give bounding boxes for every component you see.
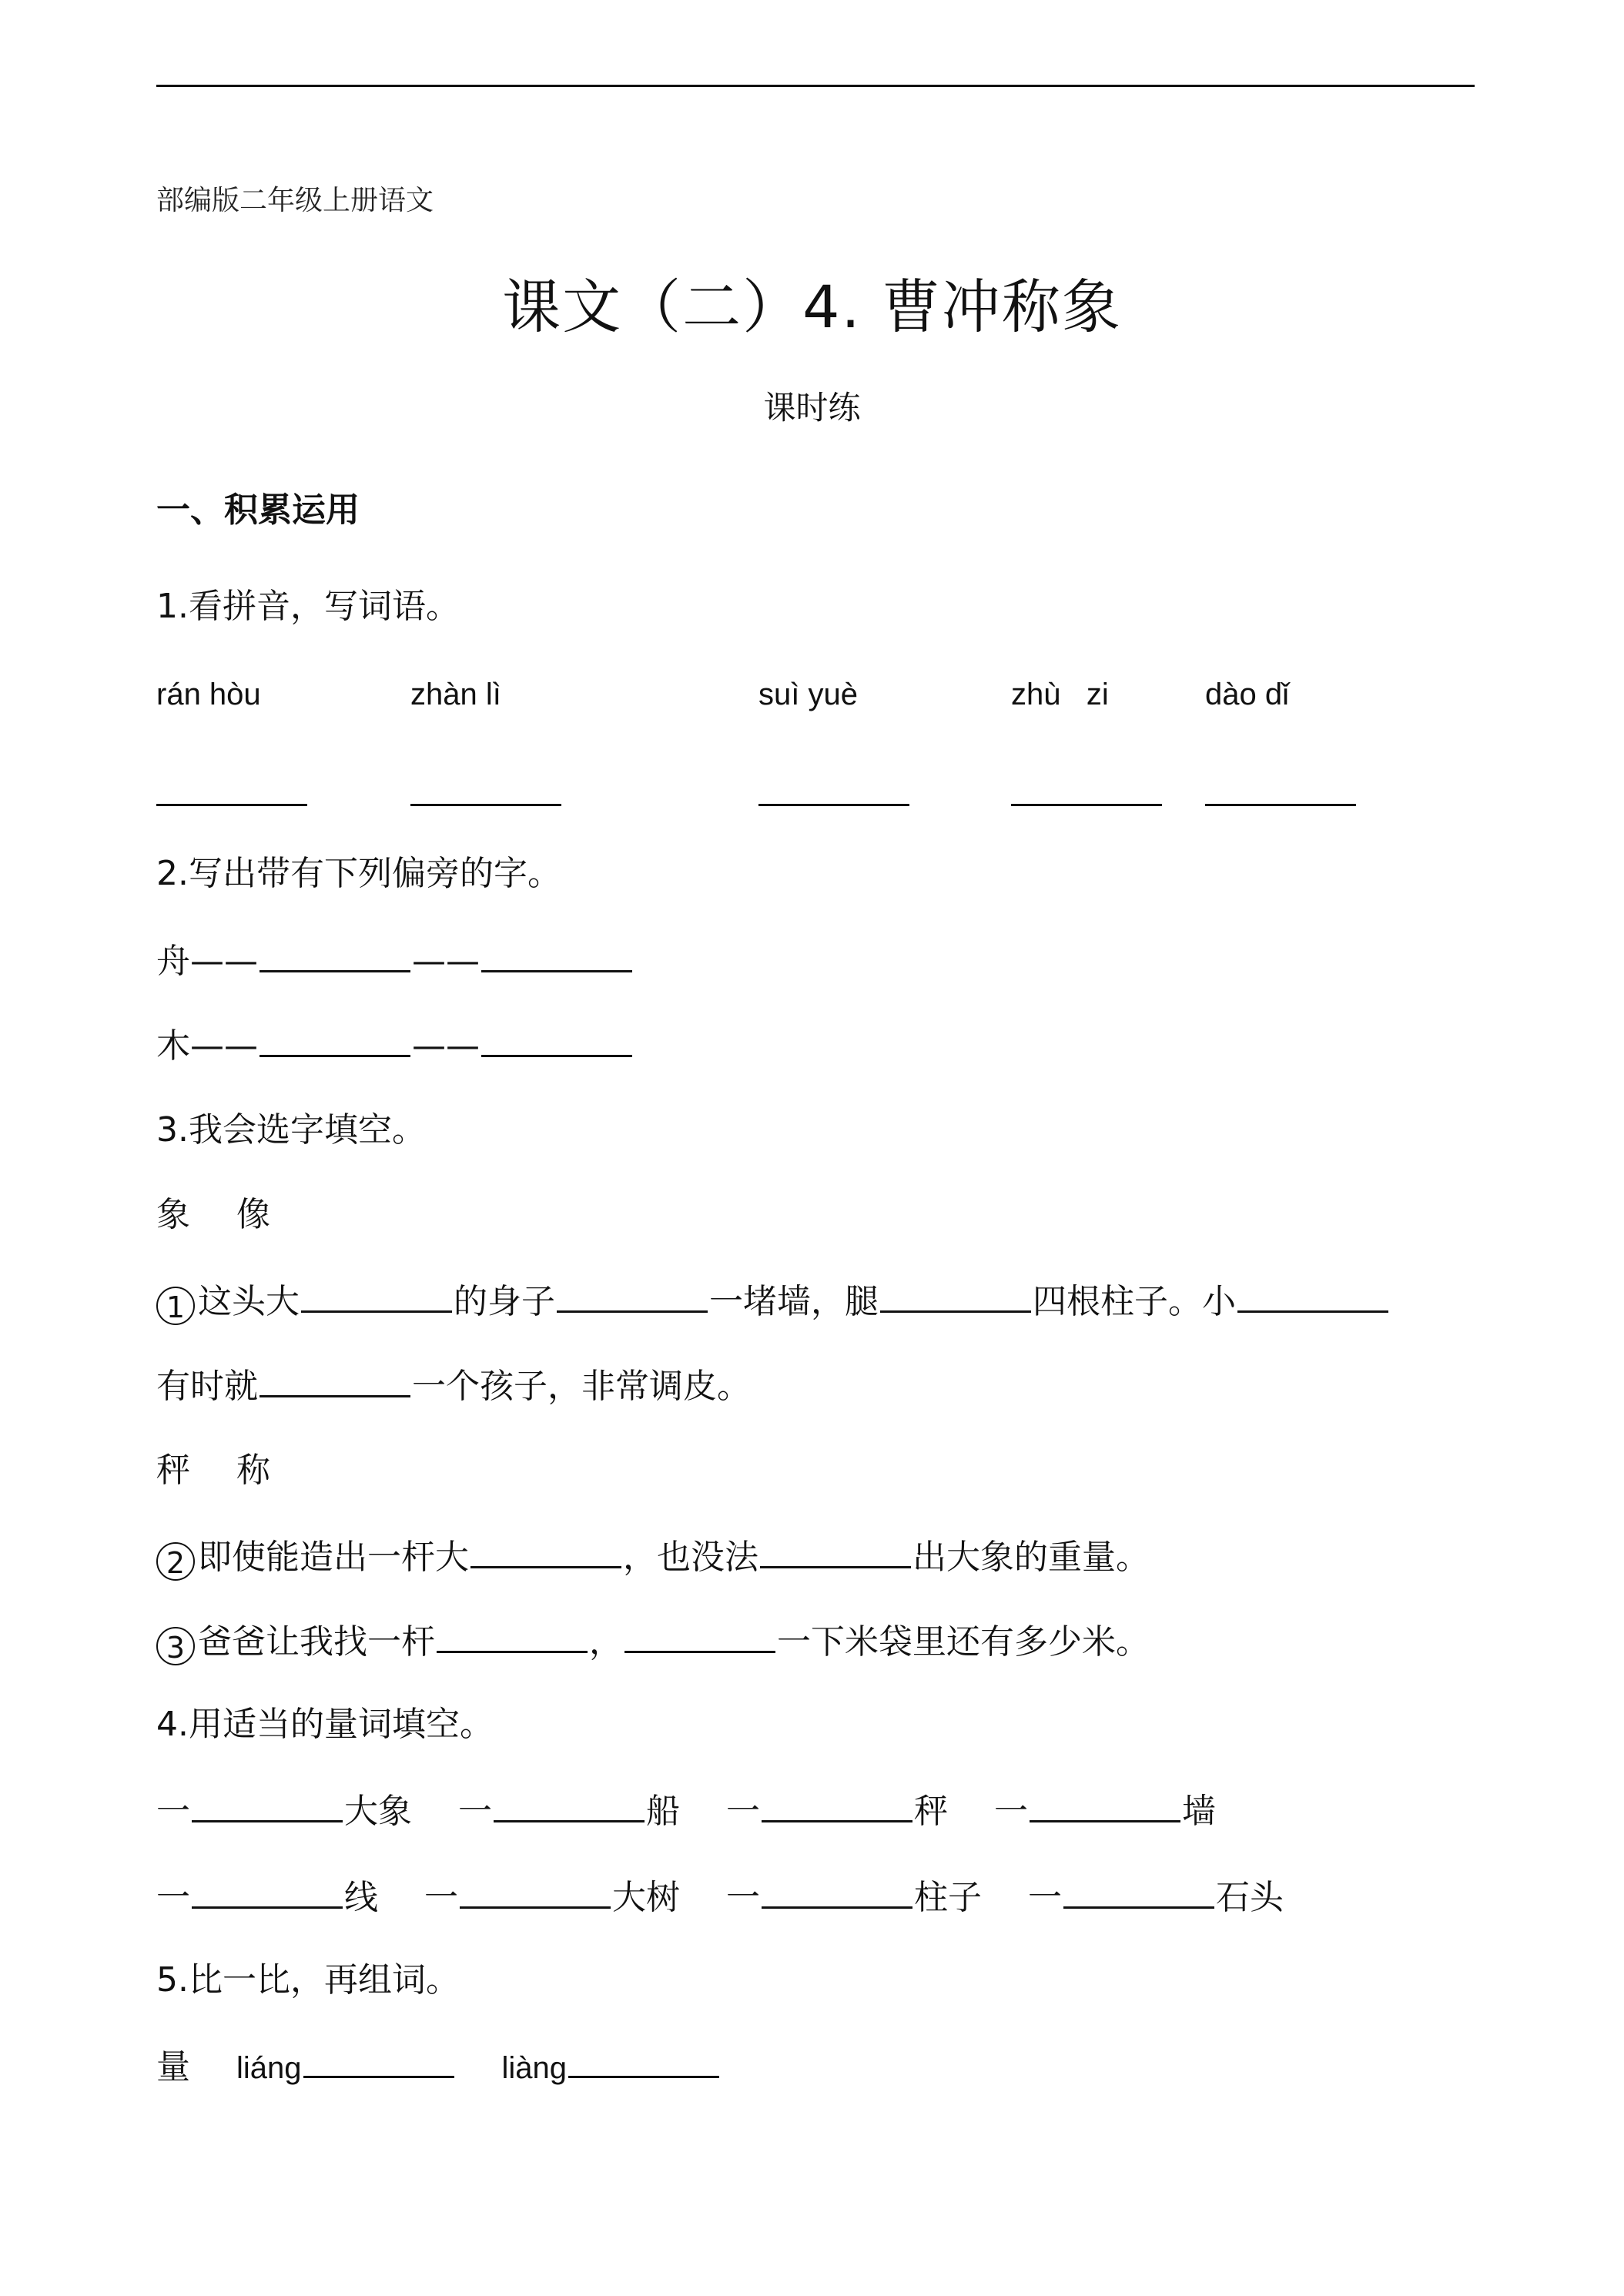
- dash: ——: [190, 942, 258, 981]
- noun-label: 秤: [914, 1792, 948, 1831]
- pinyin-1: rán hòu: [156, 678, 261, 711]
- compare-char: 量: [156, 2047, 190, 2087]
- page-subtitle: 课时练: [763, 389, 861, 427]
- pinyin-4: zhù zi: [1011, 678, 1109, 711]
- top-rule: [156, 85, 1475, 87]
- question-1-prompt: 1.看拼音，写词语。: [156, 587, 460, 626]
- one-char: 一: [458, 1792, 492, 1831]
- answer-blank-2[interactable]: [410, 804, 561, 806]
- answer-blank[interactable]: [437, 1617, 588, 1653]
- pinyin-2: zhàn lì: [410, 678, 501, 711]
- answer-blank-4[interactable]: [1011, 804, 1162, 806]
- header-label: 部编版二年级上册语文: [156, 185, 434, 216]
- one-char: 一: [994, 1792, 1028, 1831]
- answer-blank[interactable]: [494, 1786, 645, 1822]
- choice-char: 秤: [156, 1451, 190, 1490]
- sentence-text: 一个孩子，非常调皮。: [412, 1367, 751, 1406]
- sentence-text: 的身子: [454, 1282, 555, 1321]
- one-char: 一: [156, 1792, 190, 1831]
- sentence-text: ，: [589, 1622, 623, 1662]
- answer-blank[interactable]: [880, 1277, 1031, 1313]
- compare-row: [156, 2042, 721, 2091]
- circled-number: 1: [156, 1287, 195, 1325]
- sentence-text: 爸爸让我找一杆: [198, 1622, 435, 1662]
- answer-blank[interactable]: [192, 1873, 343, 1909]
- answer-blank[interactable]: [260, 1361, 410, 1397]
- sentence-2: [156, 1532, 1150, 1581]
- question-2-prompt: 2.写出带有下列偏旁的字。: [156, 854, 561, 893]
- dash: ——: [412, 942, 480, 981]
- pinyin-3: suì yuè: [758, 678, 858, 711]
- choice-char: 称: [236, 1451, 270, 1490]
- choice-char: 象: [156, 1195, 190, 1234]
- sentence-3: [156, 1617, 1150, 1665]
- sentence-text: 四根柱子。小: [1033, 1282, 1236, 1321]
- choice-char: 像: [236, 1195, 270, 1234]
- one-char: 一: [424, 1878, 458, 1917]
- circled-number: 2: [156, 1542, 195, 1581]
- question-4-prompt: 4.用适当的量词填空。: [156, 1705, 494, 1744]
- circled-number: 3: [156, 1627, 195, 1665]
- one-char: 一: [1028, 1878, 1062, 1917]
- answer-blank[interactable]: [568, 2042, 719, 2078]
- sentence-text: 出大象的重量。: [912, 1538, 1150, 1577]
- answer-blank[interactable]: [260, 936, 410, 972]
- answer-blank[interactable]: [557, 1277, 708, 1313]
- answer-blank[interactable]: [1030, 1786, 1180, 1822]
- measure-word-row-2: [156, 1873, 1284, 1921]
- pinyin-5: dào dǐ: [1205, 678, 1289, 711]
- one-char: 一: [726, 1878, 760, 1917]
- noun-label: 线: [344, 1878, 378, 1917]
- sentence-1-line-2: [156, 1361, 751, 1410]
- page-title: 课文（二）4. 曹冲称象: [502, 273, 1122, 341]
- radical-label: 木: [156, 1026, 190, 1066]
- dash: ——: [190, 1026, 258, 1066]
- choice-pair-1: [156, 1192, 270, 1238]
- answer-blank[interactable]: [1237, 1277, 1388, 1313]
- answer-blank-3[interactable]: [758, 804, 909, 806]
- one-char: 一: [156, 1878, 190, 1917]
- question-5-prompt: 5.比一比，再组词。: [156, 1960, 460, 2000]
- choice-pair-2: [156, 1448, 270, 1494]
- pinyin-reading: liàng: [501, 2051, 568, 2085]
- sentence-text: 即使能造出一杆大: [198, 1538, 469, 1577]
- answer-blank[interactable]: [481, 1021, 632, 1057]
- answer-blank[interactable]: [624, 1617, 775, 1653]
- question-3-prompt: 3.我会选字填空。: [156, 1110, 426, 1150]
- dash: ——: [412, 1026, 480, 1066]
- noun-label: 墙: [1182, 1792, 1216, 1831]
- noun-label: 船: [646, 1792, 680, 1831]
- noun-label: 石头: [1216, 1878, 1284, 1917]
- answer-blank[interactable]: [760, 1532, 911, 1568]
- answer-blank[interactable]: [192, 1786, 343, 1822]
- answer-blank[interactable]: [762, 1786, 912, 1822]
- answer-blank[interactable]: [301, 1277, 452, 1313]
- answer-blank[interactable]: [260, 1021, 410, 1057]
- radical-label: 舟: [156, 942, 190, 981]
- answer-blank[interactable]: [481, 936, 632, 972]
- measure-word-row-1: [156, 1786, 1216, 1835]
- sentence-text: 有时就: [156, 1367, 258, 1406]
- one-char: 一: [726, 1792, 760, 1831]
- answer-blank[interactable]: [470, 1532, 621, 1568]
- sentence-text: 这头大: [198, 1282, 300, 1321]
- answer-blank[interactable]: [762, 1873, 912, 1909]
- answer-blank[interactable]: [303, 2042, 454, 2078]
- radical-row-2: [156, 1021, 634, 1069]
- section-heading: 一、积累运用: [156, 490, 360, 530]
- answer-blank[interactable]: [1063, 1873, 1214, 1909]
- radical-row-1: [156, 936, 634, 985]
- noun-label: 大象: [344, 1792, 412, 1831]
- sentence-text: 一堵墙，腿: [709, 1282, 879, 1321]
- sentence-1-line-1: [156, 1277, 1390, 1325]
- answer-blank[interactable]: [460, 1873, 611, 1909]
- noun-label: 柱子: [914, 1878, 982, 1917]
- sentence-text: ，也没法: [623, 1538, 758, 1577]
- noun-label: 大树: [612, 1878, 680, 1917]
- sentence-text: 一下米袋里还有多少米。: [777, 1622, 1150, 1662]
- pinyin-reading: liáng: [236, 2051, 302, 2085]
- answer-blank-5[interactable]: [1205, 804, 1356, 806]
- answer-blank-1[interactable]: [156, 804, 307, 806]
